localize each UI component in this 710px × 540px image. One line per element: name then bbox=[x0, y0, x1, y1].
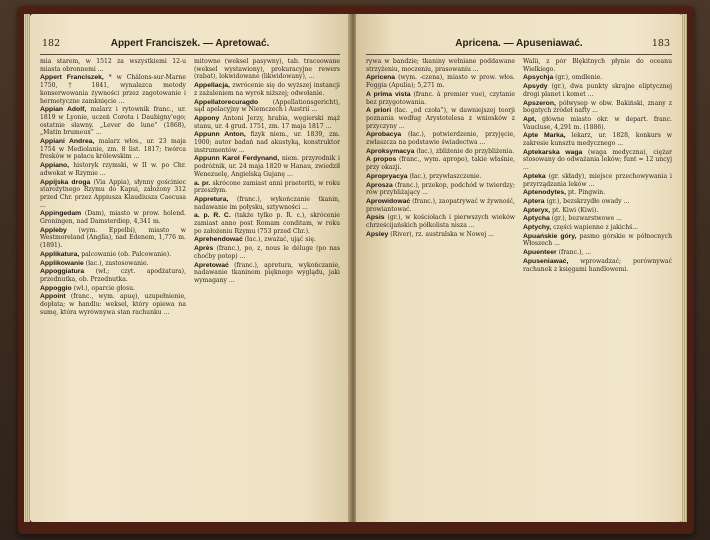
dictionary-entry bbox=[523, 207, 672, 215]
entry-text: (łac.), przywłaszczenie. bbox=[409, 172, 482, 180]
dictionary-entry bbox=[366, 131, 515, 146]
entry-text: (gr.), bezskrzydłe owady ... bbox=[546, 197, 630, 205]
entry-headword: Aprowidować bbox=[366, 197, 411, 205]
dictionary-entry bbox=[523, 224, 672, 232]
entry-headword: Aptychy, bbox=[523, 224, 552, 232]
entry-text: (Via Appia), słynny gościniec starożytnego Rzymu do Kapui, założony 312 przed Chr. przez Appiusza Klaudiusza Caecusa ... bbox=[40, 178, 186, 209]
entry-headword: Aptenodytes, bbox=[523, 189, 567, 197]
entry-text: mia starem, w 1512 za wszystkiemi 12-u miasta obronnemi ... bbox=[40, 58, 186, 73]
left-page bbox=[30, 14, 350, 522]
dictionary-entry bbox=[194, 236, 340, 244]
entry-text: palcowanie (ob. Palcowanie). bbox=[81, 250, 172, 258]
entry-headword: Appijska droga bbox=[40, 178, 91, 186]
entry-headword: Appian Adolf, bbox=[40, 106, 87, 114]
entry-headword: Appoint bbox=[40, 293, 66, 301]
entry-text: (wł.; czyt. apodżatura), przednutka, ob. Przednutka. bbox=[40, 268, 186, 283]
header-rule bbox=[40, 54, 340, 55]
entry-text: wprowadzać; porównywać rachunek z księgami handlowemi. bbox=[523, 257, 672, 273]
dictionary-entry bbox=[40, 293, 186, 316]
dictionary-entry bbox=[366, 148, 515, 156]
entry-headword: Appiano, bbox=[40, 162, 70, 170]
entry-headword: Appleby bbox=[40, 226, 67, 234]
entry-text: (River), rz. australska w Nowej ... bbox=[390, 230, 494, 238]
entry-headword: Apteryx, bbox=[523, 206, 551, 214]
entry-text: malarz i rytownik franc., ur. 1819 w Lyonie, uczeń Corota i Daubigny'ego; ostatnie sławny. „Lever de lune” (1868), „Matin brumeux” ... bbox=[40, 106, 186, 137]
entry-headword: Appellatorecuragdo bbox=[194, 98, 259, 106]
entry-headword: Aprobacya bbox=[366, 131, 402, 139]
entry-text: (franc.), po, z, nous le déluge (po nas choćby potop) ... bbox=[194, 245, 340, 260]
entry-headword: Appoggio bbox=[40, 284, 72, 292]
entry-headword: Applikowanie bbox=[40, 259, 84, 267]
dictionary-entry bbox=[523, 74, 672, 82]
entry-headword: Apszeron, bbox=[523, 99, 556, 107]
entry-headword: Apsis bbox=[366, 214, 385, 222]
entry-text: półwysep w obw. Bakiński, znany z bogatych źródeł nafty ... bbox=[523, 99, 672, 115]
entry-text: (także tylko p. R. c.), skrócenie zamiast anno post Romam conditam, w roku po założeniu Rzymu (753 przed Chr.). bbox=[194, 212, 340, 235]
entry-text: skrócone zamiast anni praeteriti, w roku przeszłym. bbox=[194, 179, 340, 195]
dictionary-entry bbox=[40, 251, 186, 259]
entry-text: (waga medyczna), ciężar stosowany do odważania leków; funt = 12 uncyj ... bbox=[523, 148, 672, 172]
dictionary-entry bbox=[194, 180, 340, 195]
dictionary-entry bbox=[40, 260, 186, 268]
entry-text: mitowne (weksel pasywny), tab. traceowane (weksel wystawiony), prokuracyjne rewers (rabat), lokwidowane (likwidowany), ... bbox=[194, 58, 340, 81]
entry-headword: Appiani Andrea, bbox=[40, 138, 95, 146]
dictionary-entry bbox=[194, 58, 340, 81]
entry-text: malarz włos., ur. 23 maja 1754 w Mediolanie, zm. 8 list. 1817; twórca fresków w pałacu królewskim ... bbox=[40, 138, 186, 161]
dictionary-entry bbox=[523, 132, 672, 147]
entry-headword: Apuseniawać, bbox=[523, 257, 569, 265]
dictionary-entry bbox=[194, 245, 340, 260]
entry-text: * w Châlons-sur-Marne 1750, † 1841, wynalazca metody konserwowania żywności przez zagotowanie i hermetyczne zamknięcie ... bbox=[40, 74, 186, 105]
entry-text: Antoni Jerzy, hrabia, węgierski mąż stanu, ur. 4 grud. 1751, zm. 17 maja 1817 ... bbox=[194, 114, 340, 130]
entry-text: główne miasto okr. w depart. franc. Vaucluse, 4,291 m. (1886). bbox=[523, 115, 672, 131]
entry-headword: Appingedam bbox=[40, 210, 82, 218]
entry-headword: Apuańskie góry, bbox=[523, 232, 577, 240]
entry-text: (gr.), bezwarstwowe ... bbox=[551, 215, 622, 223]
dictionary-entry bbox=[523, 233, 672, 248]
dictionary-entry bbox=[523, 198, 672, 206]
dictionary-entry bbox=[523, 173, 672, 188]
entry-headword: Apsychja bbox=[523, 74, 554, 82]
entry-headword: Après bbox=[194, 245, 214, 253]
header-rule bbox=[366, 54, 672, 55]
entry-headword: a. pr. bbox=[194, 179, 211, 187]
entry-text: (gr.), w kościołach i pierwszych wieków chrześcijańskich półkolista nisza ... bbox=[366, 214, 515, 230]
dictionary-entry bbox=[194, 131, 340, 154]
dictionary-entry bbox=[523, 215, 672, 223]
entry-headword: Apricena bbox=[366, 74, 396, 82]
text-column bbox=[523, 58, 672, 514]
dictionary-entry bbox=[523, 116, 672, 131]
entry-text: (franc., wym. apuę), uzupełnienie, dopłata; w handlu: weksel, który opiewa na sumę, która wyrównywa stan rachunku ... bbox=[40, 293, 186, 316]
left-page-columns bbox=[40, 58, 340, 514]
dictionary-entry bbox=[40, 162, 186, 177]
entry-text: (łac.), zważać, ująć się. bbox=[244, 236, 316, 244]
page-number: 182 bbox=[42, 38, 61, 49]
entry-text: (gr. składy), miejsce przechowywania i przyrządzania leków ... bbox=[523, 172, 672, 188]
dictionary-entry bbox=[194, 99, 340, 114]
dictionary-entry bbox=[40, 58, 186, 73]
dictionary-entry bbox=[523, 249, 672, 257]
entry-text: (wym. -czena), miasto w prow. włos. Foggia (Apulia); 5,271 m. bbox=[366, 74, 515, 90]
dictionary-entry bbox=[366, 91, 515, 106]
page-number: 183 bbox=[651, 38, 670, 49]
entry-headword: A priori bbox=[366, 107, 392, 115]
dictionary-entry bbox=[366, 198, 515, 213]
dictionary-entry bbox=[523, 189, 672, 197]
entry-text: lekarz, ur. 1828, konkurs w zakresie kunsztu medycznego ... bbox=[523, 132, 672, 148]
entry-headword: Appunn Anton, bbox=[194, 131, 246, 139]
dictionary-entry bbox=[40, 138, 186, 161]
dictionary-entry bbox=[523, 58, 672, 73]
entry-text: (Dam), miasto w prow. holend. Groningen, nad Damsterdiep, 4,341 m. bbox=[40, 210, 186, 226]
entry-text: rywa w bandzie; tkaniny wełniane poddawane strzyżeniu, moczeniu, prasowaniu ... bbox=[366, 58, 515, 73]
entry-text: pasmo górskie w północnych Włoszech ... bbox=[523, 232, 672, 248]
dictionary-entry bbox=[366, 156, 515, 171]
entry-text: historyk rzymski, w II w. po Chr. adwokat w Rzymie ... bbox=[40, 162, 186, 177]
entry-headword: a. p. R. C. bbox=[194, 212, 231, 220]
dictionary-entry bbox=[366, 58, 515, 73]
entry-headword: Apuenteer bbox=[523, 249, 557, 257]
dictionary-entry bbox=[40, 285, 186, 293]
entry-headword: Appert Franciszek, bbox=[40, 74, 104, 82]
dictionary-entry bbox=[194, 82, 340, 97]
entry-text: (franc.), ... bbox=[558, 249, 592, 257]
right-page-columns bbox=[366, 58, 672, 514]
dictionary-entry bbox=[194, 155, 340, 178]
running-head: Appert Franciszek. — Apretować. bbox=[110, 38, 270, 49]
text-column bbox=[366, 58, 515, 514]
entry-text: (wł.), oparcie głosu. bbox=[73, 284, 135, 292]
entry-headword: Aproksymacya bbox=[366, 147, 415, 155]
entry-text: (franc.), apretura, wykończanie, nadawanie tkaninom pięknego wyglądu, jaki wymagany ... bbox=[194, 261, 340, 284]
entry-text: (łac.), potwierdzenie, przyjęcie, zwłaszcza na podstawie świadectwa ... bbox=[366, 131, 515, 147]
dictionary-entry bbox=[523, 100, 672, 115]
entry-headword: Aptera bbox=[523, 197, 545, 205]
dictionary-entry bbox=[40, 106, 186, 137]
dictionary-entry bbox=[366, 231, 515, 239]
entry-headword: Applikatura, bbox=[40, 250, 80, 258]
entry-headword: A propos bbox=[366, 156, 397, 164]
dictionary-entry bbox=[366, 182, 515, 197]
dictionary-entry bbox=[40, 179, 186, 210]
dictionary-entry bbox=[40, 268, 186, 283]
entry-text: pt. Pingwin. bbox=[568, 189, 606, 197]
entry-headword: Aprehendować bbox=[194, 236, 243, 244]
entry-text: (gr.), dwa punkty skrajne eliptycznej drogi planet i komet ... bbox=[523, 83, 672, 98]
entry-headword: Apt, bbox=[523, 115, 537, 123]
dictionary-entry bbox=[194, 262, 340, 285]
left-page-header bbox=[40, 38, 340, 52]
entry-text: zwrócenie się do wyższej instancji z zażaleniem na wyrok niższej; odwołanie. bbox=[194, 82, 340, 97]
dictionary-entry bbox=[366, 74, 515, 89]
dictionary-entry bbox=[194, 115, 340, 130]
entry-headword: Apretować bbox=[194, 261, 229, 269]
entry-text: (Appellationsgericht), sąd apelacyjny w Niemczech i Austrii ... bbox=[194, 98, 340, 114]
entry-headword: Appunn Karol Ferdynand, bbox=[194, 155, 280, 163]
entry-headword: Apte Marka, bbox=[523, 132, 566, 140]
right-page-header bbox=[366, 38, 672, 52]
entry-text: (franc. à premier vue), czytanie bez przygotowania. bbox=[366, 90, 515, 106]
entry-text: Walii, z pór Blękitnych płynie do oceanu Wielkiego. bbox=[523, 58, 672, 73]
dictionary-entry bbox=[40, 227, 186, 250]
entry-text: fizyk niem., ur. 1839, zm. 1900; autor badań nad akustyką, konstruktor instrumentów ... bbox=[194, 131, 340, 154]
text-column bbox=[40, 58, 186, 514]
entry-headword: Appony bbox=[194, 114, 220, 122]
dictionary-entry bbox=[40, 74, 186, 105]
entry-text: (franc.), przekop, podchód w twierdzy; rów przybliżający ... bbox=[366, 181, 515, 197]
entry-text: części wapienne z jakichś... bbox=[553, 224, 639, 232]
entry-text: pt. Kiwi (Kiwi). bbox=[552, 206, 599, 214]
dictionary-entry bbox=[40, 210, 186, 225]
dictionary-entry bbox=[523, 258, 672, 273]
entry-text: (łac.), zastosowanie. bbox=[85, 259, 149, 267]
entry-headword: Aprosza bbox=[366, 181, 393, 189]
entry-headword: Aptekarska waga bbox=[523, 148, 583, 156]
entry-headword: Apsydy bbox=[523, 83, 548, 91]
entry-headword: Apteka bbox=[523, 172, 546, 180]
entry-text: (gr.), omdlenie. bbox=[555, 74, 603, 82]
entry-headword: Apropryacya bbox=[366, 172, 408, 180]
dictionary-entry bbox=[194, 212, 340, 235]
entry-text: niem. przyrodnik i podróżnik, ur. 24 maja 1820 w Hanau, zwiedził Wenezuelę, Angielską Gujanę ... bbox=[194, 155, 340, 178]
entry-text: (franc.), wykończanie tkanin, nadawanie im połysku, sztywności ... bbox=[194, 195, 340, 211]
running-head: Apricena. — Apuseniawać. bbox=[455, 38, 583, 49]
dictionary-entry bbox=[366, 107, 515, 130]
entry-headword: A prima vista bbox=[366, 90, 411, 98]
text-column bbox=[194, 58, 340, 514]
dictionary-entry bbox=[523, 83, 672, 98]
dictionary-entry bbox=[366, 214, 515, 229]
entry-text: (łac.), zbliżenie do przybliżenia. bbox=[416, 147, 515, 155]
entry-headword: Appretura, bbox=[194, 195, 229, 203]
entry-headword: Apsley bbox=[366, 230, 389, 238]
entry-text: (łac. „od czoła”), w dawniejszej teorji poznania według Arystotelesa z wniosków z przyczyny ... bbox=[366, 107, 515, 130]
entry-headword: Aptycha bbox=[523, 215, 550, 223]
entry-text: (wym. Eppelbi), miasto w Westmoreland (Anglia), nad Edenem, 1,776 m. (1891). bbox=[40, 226, 186, 250]
entry-text: (franc., wym. apropo), takie właśnie, przy okazji. bbox=[366, 156, 515, 172]
dictionary-entry bbox=[523, 149, 672, 172]
dictionary-entry bbox=[366, 173, 515, 181]
right-page bbox=[356, 14, 682, 522]
dictionary-entry bbox=[194, 196, 340, 211]
entry-headword: Appellacja, bbox=[194, 82, 230, 90]
entry-headword: Appoggiatura bbox=[40, 268, 85, 276]
entry-text: (franc.), zaopatrywać w żywność, prowiantować. bbox=[366, 197, 515, 213]
